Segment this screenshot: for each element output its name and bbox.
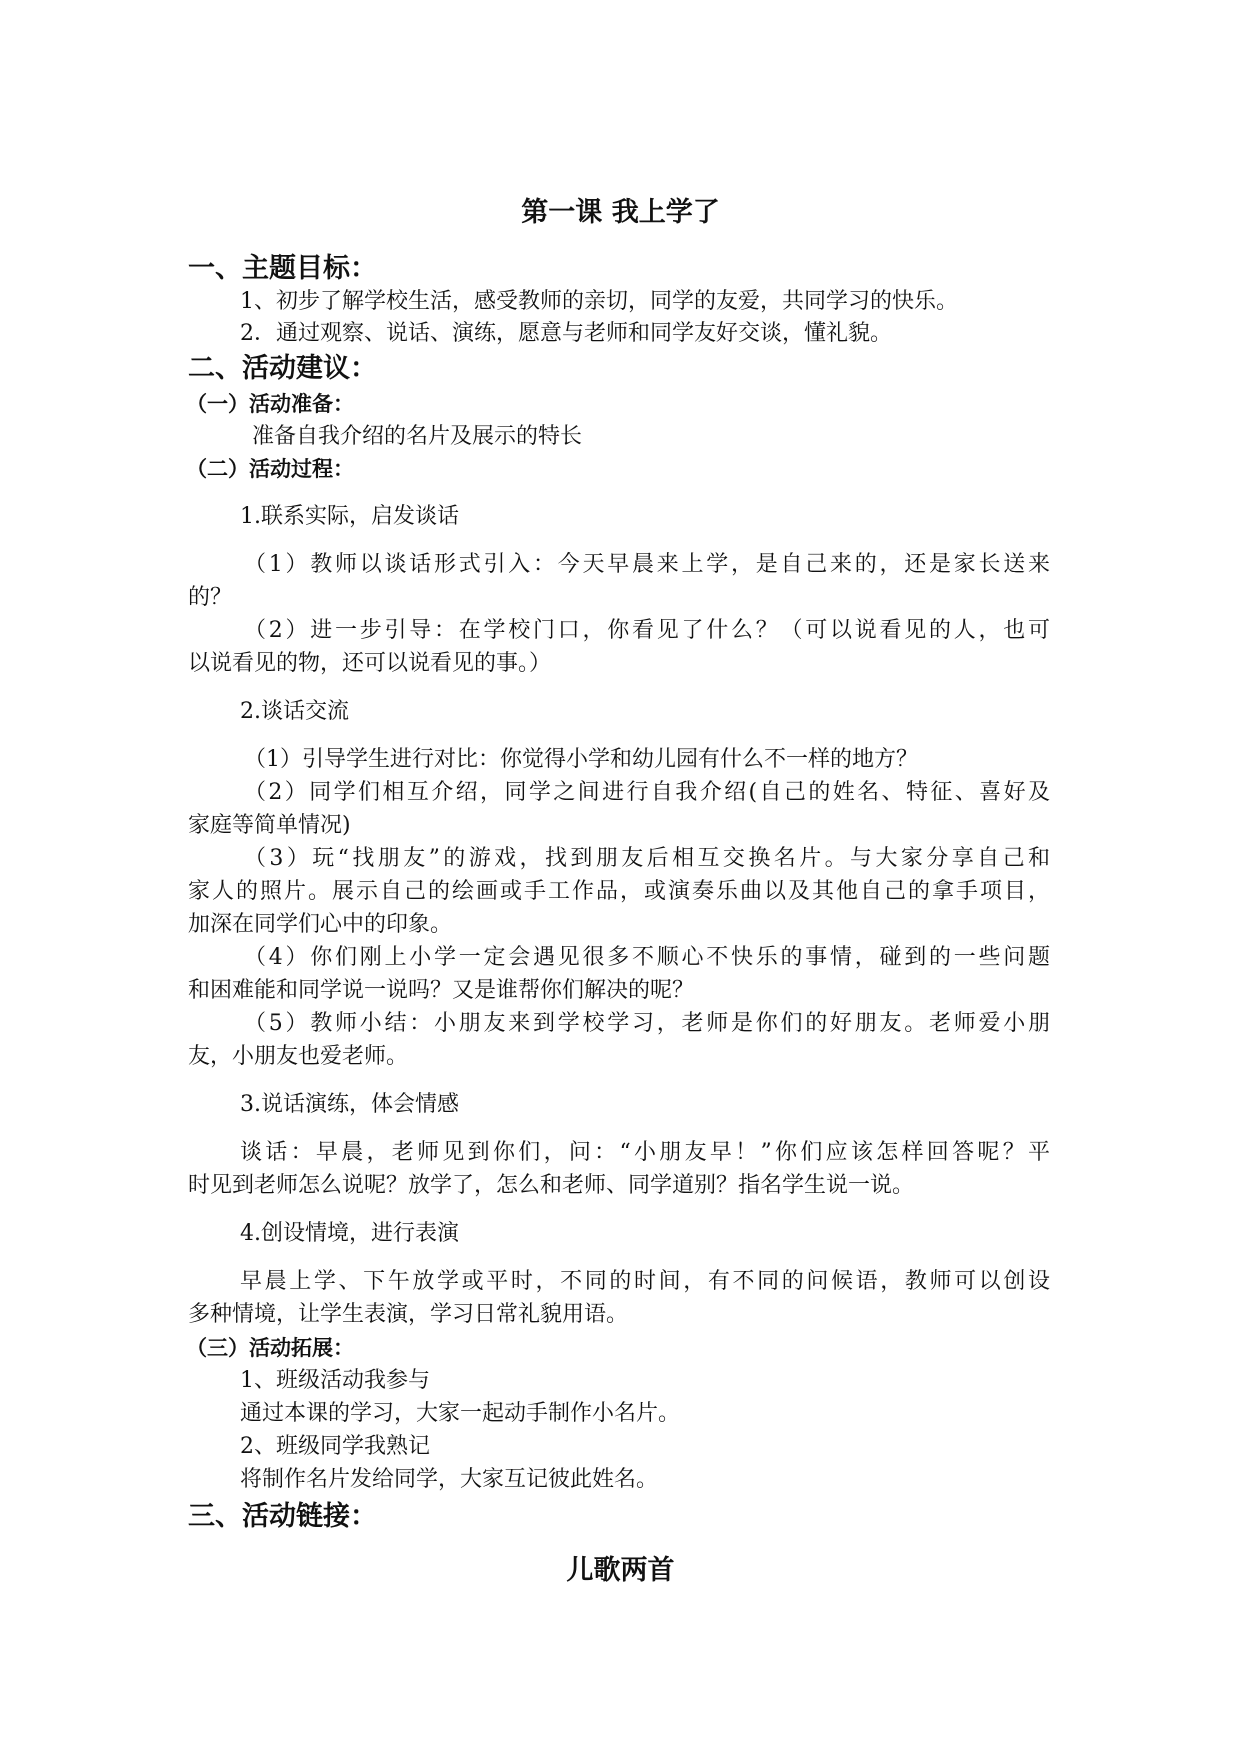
paragraph-2-4-line-1: （4）你们刚上小学一定会遇见很多不顺心不快乐的事情，碰到的一些问题 [244,945,1050,970]
paragraph-2-4-line-2: 和困难能和同学说一说吗？又是谁帮你们解决的呢？ [188,978,695,1003]
paragraph-3-line-1: 谈话：早晨，老师见到你们，问：“小朋友早！”你们应该怎样回答呢？平 [240,1140,1050,1165]
step-1-title: 1.联系实际，启发谈话 [240,504,459,529]
paragraph-1-1-line-1: （1）教师以谈话形式引入：今天早晨来上学，是自己来的，还是家长送来 [244,552,1050,577]
extension-2-text: 将制作名片发给同学，大家互记彼此姓名。 [240,1467,659,1492]
subheading-extension: （三）活动拓展： [186,1335,354,1360]
paragraph-2-3-line-2: 家人的照片。展示自己的绘画或手工作品，或演奏乐曲以及其他自己的拿手项目， [188,879,1050,904]
paragraph-2-1: （1）引导学生进行对比：你觉得小学和幼儿园有什么不一样的地方？ [244,747,918,772]
subheading-preparation: （一）活动准备： [186,391,354,416]
paragraph-2-5-line-1: （5）教师小结：小朋友来到学校学习，老师是你们的好朋友。老师爱小朋 [244,1011,1050,1036]
paragraph-2-5-line-2: 友，小朋友也爱老师。 [188,1044,409,1069]
extension-1-text: 通过本课的学习，大家一起动手制作小名片。 [240,1401,681,1426]
paragraph-1-1-line-2: 的？ [188,585,233,610]
section-heading-goals: 一、主题目标： [188,253,377,284]
paragraph-3-line-2: 时见到老师怎么说呢？放学了，怎么和老师、同学道别？指名学生说一说。 [188,1173,915,1198]
paragraph-2-2-line-2: 家庭等简单情况) [188,813,351,838]
goal-item-1: 1、初步了解学校生活，感受教师的亲切，同学的友爱，共同学习的快乐。 [240,289,958,314]
paragraph-1-2-line-1: （2）进一步引导：在学校门口，你看见了什么？（可以说看见的人，也可 [244,618,1050,643]
subheading-process: （二）活动过程： [186,456,354,481]
extension-1-title: 1、班级活动我参与 [240,1368,430,1393]
extension-2-title: 2、班级同学我熟记 [240,1434,430,1459]
goal-item-2: 2．通过观察、说话、演练，愿意与老师和同学友好交谈，懂礼貌。 [240,321,892,346]
paragraph-1-2-line-2: 以说看见的物，还可以说看见的事。） [188,651,552,676]
paragraph-2-2-line-1: （2）同学们相互介绍，同学之间进行自我介绍(自己的姓名、特征、喜好及 [244,780,1050,805]
section-heading-suggestions: 二、活动建议： [188,353,377,384]
section-heading-links: 三、活动链接： [188,1501,377,1532]
paragraph-4-line-2: 多种情境，让学生表演，学习日常礼貌用语。 [188,1302,629,1327]
paragraph-2-3-line-1: （3）玩“找朋友”的游戏，找到朋友后相互交换名片。与大家分享自己和 [244,846,1050,871]
page-title: 第一课 我上学了 [521,197,720,228]
step-3-title: 3.说话演练，体会情感 [240,1092,459,1117]
subtitle-two-nursery-rhymes: 儿歌两首 [566,1555,675,1586]
step-2-title: 2.谈话交流 [240,699,349,724]
step-4-title: 4.创设情境，进行表演 [240,1221,459,1246]
paragraph-2-3-line-3: 加深在同学们心中的印象。 [188,912,453,937]
paragraph-4-line-1: 早晨上学、下午放学或平时，不同的时间，有不同的问候语，教师可以创设 [240,1269,1050,1294]
preparation-text: 准备自我介绍的名片及展示的特长 [252,424,583,449]
